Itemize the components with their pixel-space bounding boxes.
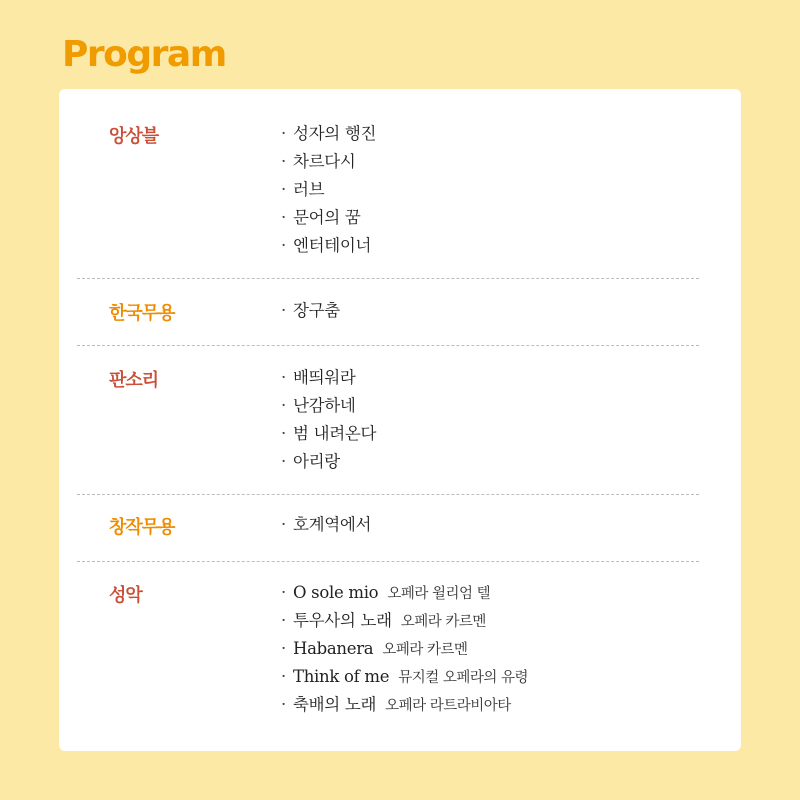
bullet: · [281, 152, 287, 171]
bullet: · [281, 515, 287, 534]
bullet: · [281, 424, 287, 443]
list-item [281, 635, 528, 663]
item-name: 축배의 노래 [293, 695, 377, 714]
list-item [281, 232, 376, 260]
list-item [281, 607, 528, 635]
item-name: 범 내려온다 [293, 424, 377, 443]
list-item [281, 204, 376, 232]
list-item [281, 448, 376, 476]
section-pansori [109, 364, 699, 476]
section-divider [77, 494, 699, 495]
list-item [281, 297, 340, 325]
list-item [281, 420, 376, 448]
item-list [281, 511, 371, 539]
item-list [281, 364, 376, 476]
list-item [281, 663, 528, 691]
bullet: · [281, 695, 287, 714]
section-divider [77, 561, 699, 562]
list-item [281, 511, 371, 539]
bullet: · [281, 611, 287, 630]
item-name: 엔터테이너 [293, 236, 372, 255]
bullet: · [281, 124, 287, 143]
section-divider [77, 278, 699, 279]
list-item [281, 579, 528, 607]
bullet: · [281, 301, 287, 320]
bullet: · [281, 583, 287, 602]
list-item [281, 364, 376, 392]
item-list [281, 297, 340, 325]
bullet: · [281, 667, 287, 686]
item-note: 오페라 카르멘 [382, 642, 468, 658]
item-name: 호계역에서 [293, 515, 372, 534]
item-list [281, 120, 376, 260]
section-ensemble [109, 120, 699, 260]
item-name: 아리랑 [293, 452, 340, 471]
bullet: · [281, 452, 287, 471]
item-name: 문어의 꿈 [293, 208, 361, 227]
item-name: 성자의 행진 [293, 124, 377, 143]
section-korean-dance [109, 297, 699, 325]
item-name: 배띄워라 [293, 368, 356, 387]
item-name: Think of me [293, 667, 390, 686]
item-name: 난감하네 [293, 396, 356, 415]
bullet: · [281, 180, 287, 199]
item-name: Habanera [293, 639, 374, 658]
bullet: · [281, 639, 287, 658]
section-creative-dance [109, 511, 699, 539]
item-note: 오페라 라트라비아타 [385, 698, 511, 714]
section-title-ensemble: 앙상블 [109, 126, 159, 147]
section-vocal [109, 579, 699, 719]
list-item [281, 392, 376, 420]
bullet: · [281, 368, 287, 387]
section-title-pansori: 판소리 [109, 370, 159, 391]
item-name: 투우사의 노래 [293, 611, 392, 630]
item-name: O sole mio [293, 583, 379, 602]
section-title-vocal: 성악 [109, 585, 142, 606]
section-title-korean-dance: 한국무용 [109, 303, 175, 324]
bullet: · [281, 208, 287, 227]
item-list [281, 579, 528, 719]
list-item [281, 176, 376, 204]
item-name: 장구춤 [293, 301, 340, 320]
item-name: 차르다시 [293, 152, 356, 171]
page-title: Program [62, 34, 226, 75]
item-note: 오페라 윌리엄 텔 [387, 586, 491, 602]
bullet: · [281, 236, 287, 255]
bullet: · [281, 396, 287, 415]
list-item [281, 148, 376, 176]
list-item [281, 691, 528, 719]
item-name: 러브 [293, 180, 325, 199]
item-note: 뮤지컬 오페라의 유령 [398, 670, 528, 686]
list-item [281, 120, 376, 148]
program-card [59, 89, 741, 751]
item-note: 오페라 카르멘 [400, 614, 486, 630]
section-divider [77, 345, 699, 346]
section-title-creative-dance: 창작무용 [109, 517, 175, 538]
